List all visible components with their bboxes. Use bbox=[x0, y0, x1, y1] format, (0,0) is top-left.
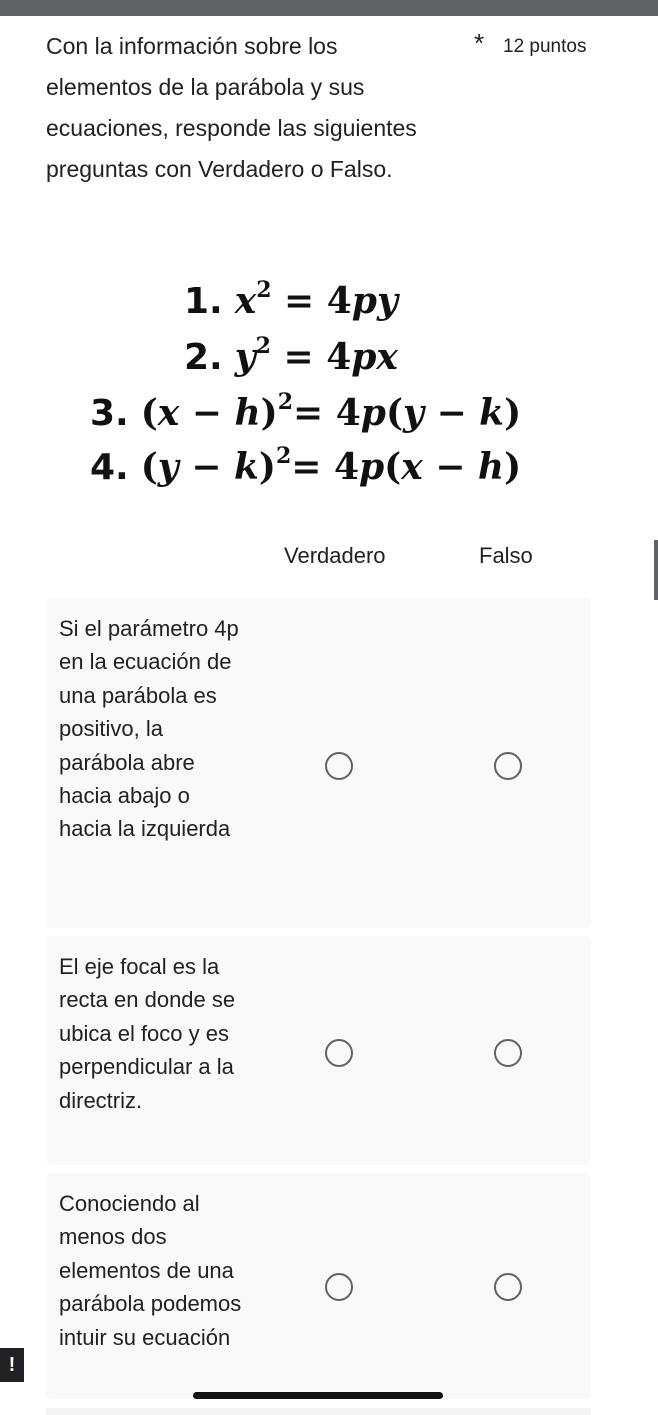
scroll-indicator[interactable] bbox=[654, 540, 658, 600]
equation-number: 4. bbox=[90, 447, 129, 488]
radio-verdadero-row-1[interactable] bbox=[325, 752, 353, 780]
radio-falso-row-2[interactable] bbox=[494, 1039, 522, 1067]
radio-falso-row-3[interactable] bbox=[494, 1273, 522, 1301]
grid-row-label: Conociendo al menos dos elementos de una parábola podemos intuir su ecuación bbox=[59, 1191, 242, 1350]
grid-row-1 bbox=[46, 598, 591, 928]
grid-row-label: El eje focal es la recta en donde se ubica el foco y es perpendicular a la directriz. bbox=[59, 954, 236, 1113]
top-status-bar bbox=[0, 0, 658, 16]
column-header-verdadero: Verdadero bbox=[284, 543, 386, 568]
radio-verdadero-row-2[interactable] bbox=[325, 1039, 353, 1067]
column-header-falso: Falso bbox=[479, 543, 533, 568]
equation-number: 3. bbox=[90, 393, 129, 434]
question-points: 12 puntos bbox=[503, 36, 587, 57]
home-indicator[interactable] bbox=[193, 1392, 443, 1399]
equation-1: 1. $x^2 = 4py$ bbox=[184, 277, 398, 322]
grid-row-2 bbox=[46, 936, 591, 1165]
question-title: Con la información sobre los elementos de la parábola y sus ecuaciones, responde las siguientes preguntas con Verdadero o Falso. bbox=[46, 33, 417, 182]
grid-row-3 bbox=[46, 1173, 591, 1399]
equation-4: 4. $(y - k)^2= 4p(x - h)$ bbox=[90, 443, 522, 488]
radio-verdadero-row-3[interactable] bbox=[325, 1273, 353, 1301]
equation-2: 2. $y^2 = 4px$ bbox=[184, 333, 398, 378]
equation-number: 2. bbox=[184, 337, 223, 378]
equation-number: 1. bbox=[184, 281, 223, 322]
grid-row-label: Si el parámetro 4p en la ecuación de una parábola es positivo, la parábola abre hacia abajo o hacia la izquierda bbox=[59, 616, 239, 842]
radio-falso-row-1[interactable] bbox=[494, 752, 522, 780]
exclamation-icon: ! bbox=[0, 1348, 24, 1382]
next-row-edge bbox=[46, 1408, 591, 1415]
required-asterisk: * bbox=[474, 28, 485, 58]
equation-3: 3. $(x - h)^2= 4p(y - k)$ bbox=[90, 389, 522, 434]
